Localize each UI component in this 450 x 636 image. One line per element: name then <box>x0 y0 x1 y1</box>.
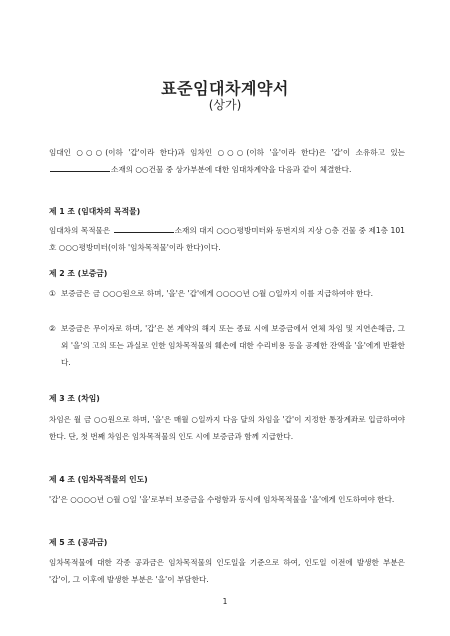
article-5-body: 임차목적물에 대한 각종 공과금은 임차목적물의 인도일을 기준으로 하여, 인도일 이전에 발생한 부분은 '갑'이, 그 이후에 발생한 부분은 '을'이 부담한다. <box>49 558 405 584</box>
article-1-heading: 제 1 조 (임대차의 목적물) <box>49 207 141 216</box>
item-number: ① <box>49 289 56 298</box>
article-4-heading: 제 4 조 (임차목적물의 인도) <box>49 475 148 484</box>
article-1-blank-line <box>114 223 174 233</box>
article-5-heading: 제 5 조 (공과금) <box>49 538 108 547</box>
article-1-text-part-1: 임대차의 목적물은 <box>49 226 113 235</box>
intro-text-part-1: 임대인 ○○○(이하 '갑'이라 한다)과 임차인 ○○○(이하 '을'이라 한다)은 '갑'이 소유하고 있는 <box>49 148 405 157</box>
item-text: 보증금은 무이자로 하며, '갑'은 본 계약의 해지 또는 종료 시에 보증금에서 연체 차임 및 지연손해금, 그 외 '을'의 고의 또는 과실로 인한 임차목적물의 훼손에 대한 수리비용 등을 공제한 잔액을 '을'에게 반환한다. <box>61 324 405 367</box>
article-3-heading: 제 3 조 (차임) <box>49 394 100 403</box>
article-2-item-2 <box>49 320 405 371</box>
page-number: 1 <box>222 597 228 606</box>
document-title: 표준임대차계약서 <box>161 79 289 98</box>
article-1-text-part-2: 소재의 대지 ○○○평방미터와 동번지의 지상 ○층 건물 중 제1층 101호 ○○○평방미터(이하 '임차목적물'이라 한다)이다. <box>49 226 405 252</box>
article-2-heading: 제 2 조 (보증금) <box>49 269 108 278</box>
intro-text-part-2: 소재의 ○○건물 중 상가부분에 대한 임대차계약을 다음과 같이 체결한다. <box>111 165 352 174</box>
article-4-body: '갑'은 ○○○○년 ○월 ○일 '을'로부터 보증금을 수령함과 동시에 임차목적물을 '을'에게 인도하여야 한다. <box>49 495 395 504</box>
article-1-body <box>49 222 405 256</box>
article-2-item-1 <box>49 285 405 302</box>
item-text: 보증금은 금 ○○○원으로 하며, '을'은 '갑'에게 ○○○○년 ○월 ○일까지 이를 지급하여야 한다. <box>61 289 374 298</box>
document-subtitle: (상가) <box>208 98 242 112</box>
article-3-body: 차임은 월 금 ○○원으로 하며, '을'은 매월 ○일까지 다음 달의 차임을 '갑'이 지정한 통장계좌로 입금하여야 한다. 단, 첫 번째 차임은 임차목적물의 인도 시에 보증금과 함께 지급한다. <box>49 415 405 441</box>
item-number: ② <box>49 324 56 333</box>
address-blank-line <box>50 162 110 172</box>
intro-paragraph <box>49 144 405 178</box>
